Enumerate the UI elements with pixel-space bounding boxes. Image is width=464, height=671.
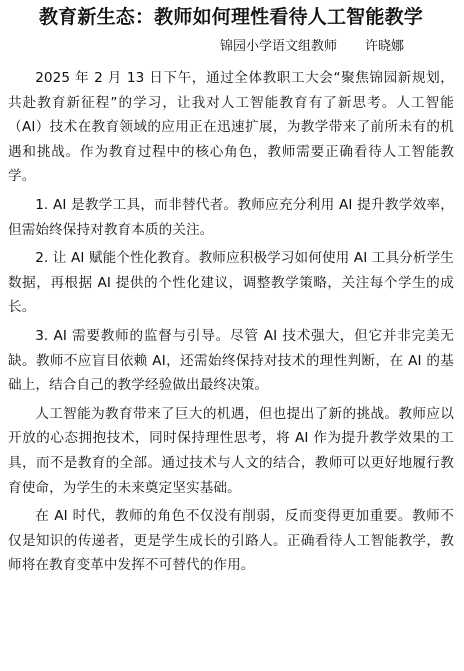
paragraph-intro: 2025 年 2 月 13 日下午，通过全体教职工大会“聚焦锦园新规划，共赴教育新征程”的学习，让我对人工智能教育有了新思考。人工智能（AI）技术在教育领域的应用正在迅速扩展，为教学带来了前所未有的机遇和挑战。作为教育过程中的核心角色，教师需要正确看待人工智能教学。: [8, 70, 454, 185]
paragraph-conclusion: 在 AI 时代，教师的角色不仅没有削弱，反而变得更加重要。教师不仅是知识的传递者，更是学生成长的引路人。正确看待人工智能教学，教师将在教育变革中发挥不可替代的作用。: [8, 508, 454, 574]
paragraph-point-3: 3. AI 需要教师的监督与引导。尽管 AI 技术强大，但它并非完美无缺。教师不应盲目依赖 AI，还需始终保持对技术的理性判断，在 AI 的基础上，结合自己的教学经验做出最终决策。: [8, 327, 454, 394]
paragraph-point-2: 2. 让 AI 赋能个性化教育。教师应积极学习如何使用 AI 工具分析学生数据，再根据 AI 提供的个性化建议，调整教学策略，关注每个学生的成长。: [8, 250, 454, 316]
paragraph-summary: 人工智能为教育带来了巨大的机遇，但也提出了新的挑战。教师应以开放的心态拥抱技术，同时保持理性思考，将 AI 作为提升教学效果的工具，而不是教育的全部。通过技术与人文的结合，教师可以更好地履行教育使命，为学生的未来奠定坚实基础。: [8, 405, 454, 496]
paragraph-point-1: 1. AI 是教学工具，而非替代者。教师应充分利用 AI 提升教学效率，但需始终保持对教育本质的关注。: [8, 196, 454, 238]
author-name: 许晓娜: [365, 39, 405, 54]
author-affiliation: 锦园小学语文组教师: [220, 39, 338, 54]
document-title: 教育新生态：教师如何理性看待人工智能教学: [38, 6, 423, 28]
byline: [8, 38, 454, 56]
